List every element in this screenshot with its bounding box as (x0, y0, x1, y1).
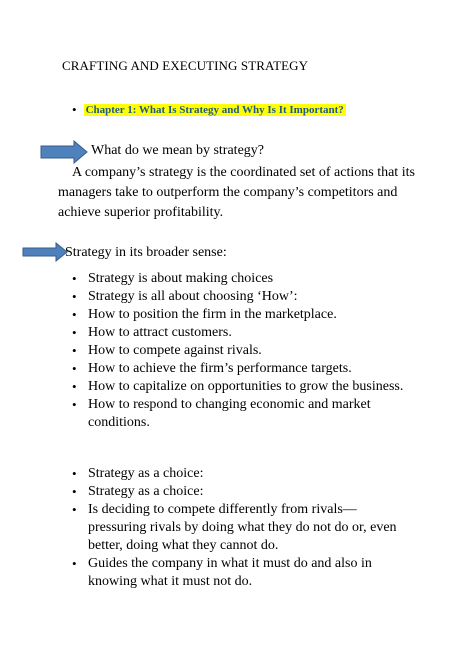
bullet-icon: • (72, 271, 77, 286)
right-arrow-icon (22, 242, 68, 262)
bullet-icon: • (72, 379, 77, 394)
definition-paragraph: A company’s strategy is the coordinated set of actions that its managers take to outperform the company’s competitors and achieve superior profitability. (58, 165, 415, 220)
list-item: • Strategy as a choice: (72, 484, 204, 499)
list-item: • How to attract customers. (72, 325, 232, 340)
bullet-list-strategy-choice (72, 465, 412, 591)
bullet-icon: • (72, 361, 77, 376)
question-what-is-strategy: What do we mean by strategy? (91, 143, 264, 158)
list-item: • How to compete against rivals. (72, 343, 262, 358)
chapter-heading: Chapter 1: What Is Strategy and Why Is It Important? (85, 103, 344, 116)
list-item: • Is deciding to compete differently from rivals—pressuring rivals by doing what they do not do or, even better, doing what they cannot do. (72, 502, 397, 553)
bullet-icon: • (72, 307, 77, 322)
question-broader-sense: Strategy in its broader sense: (65, 245, 227, 260)
document-title: CRAFTING AND EXECUTING STRATEGY (62, 58, 309, 73)
bullet-icon: • (72, 397, 77, 412)
list-item: • How to capitalize on opportunities to grow the business. (72, 379, 404, 394)
bullet-list-broader-sense (72, 270, 432, 432)
list-item: • Guides the company in what it must do and also in knowing what it must not do. (72, 556, 372, 589)
list-item: • How to respond to changing economic and market conditions. (72, 397, 371, 430)
bullet-icon: • (72, 502, 77, 517)
bullet-icon: • (72, 325, 77, 340)
list-item: • Strategy is about making choices (72, 271, 274, 286)
list-item: • Strategy is all about choosing ‘How’: (72, 289, 298, 304)
right-arrow-icon (40, 140, 88, 164)
bullet-icon: • (72, 466, 77, 481)
bullet-icon: • (72, 102, 77, 117)
bullet-icon: • (72, 484, 77, 499)
bullet-icon: • (72, 289, 77, 304)
list-item: • How to achieve the firm’s performance targets. (72, 361, 352, 376)
chapter-heading-row (72, 103, 346, 116)
bullet-icon: • (72, 556, 77, 571)
bullet-icon: • (72, 343, 77, 358)
list-item: • How to position the firm in the marketplace. (72, 307, 337, 322)
list-item: • Strategy as a choice: (72, 466, 204, 481)
